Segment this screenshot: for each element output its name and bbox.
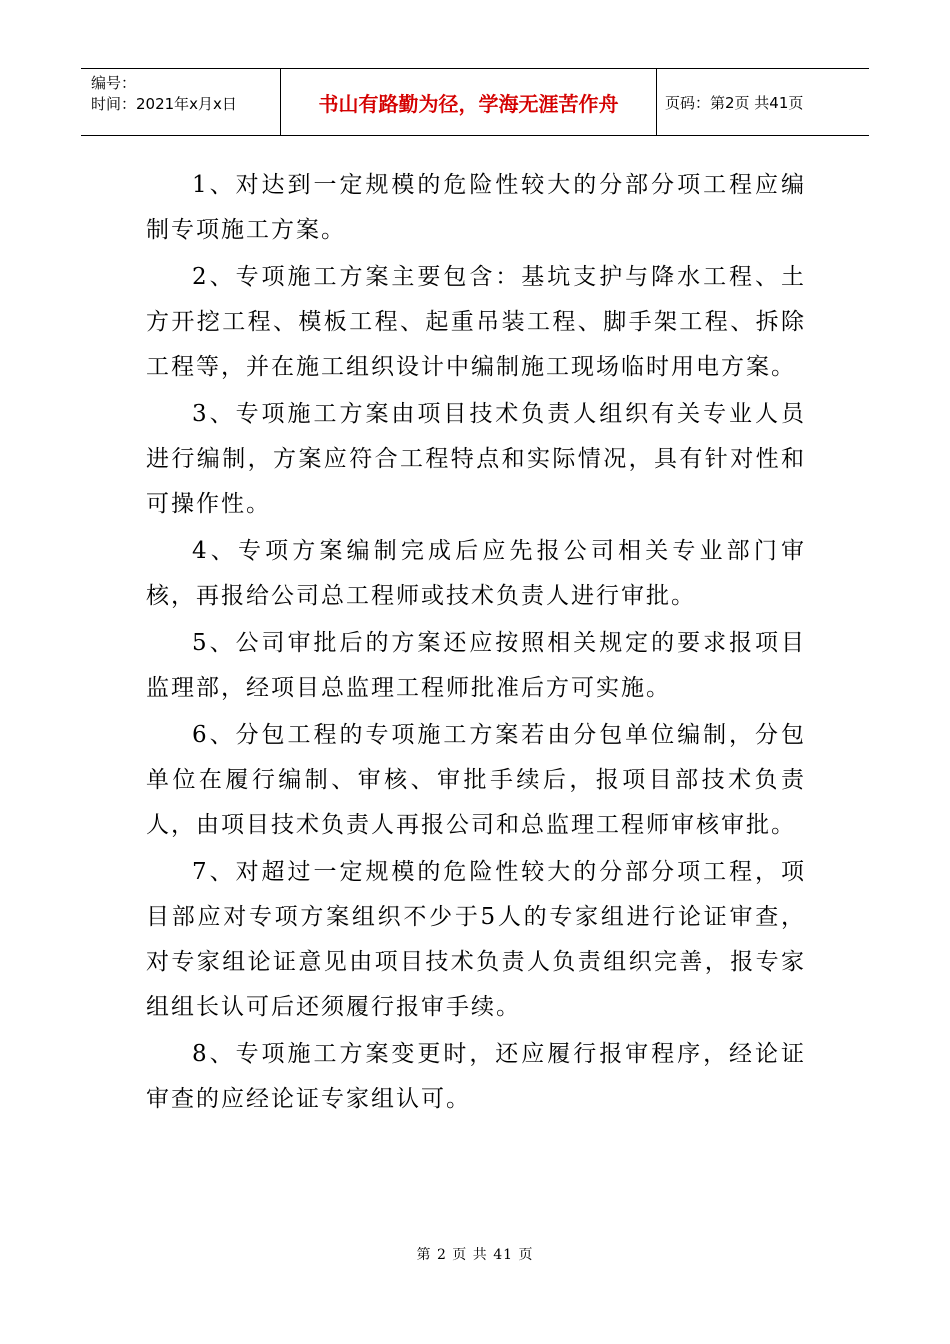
- paragraph: 6、分包工程的专项施工方案若由分包单位编制，分包单位在履行编制、审核、审批手续后，报项目部技术负责人，由项目技术负责人再报公司和总监理工程师审核审批。: [146, 722, 806, 838]
- paragraph: 4、专项方案编制完成后应先报公司相关专业部门审核，再报给公司总工程师或技术负责人进行审批。: [146, 538, 806, 609]
- document-body: [146, 163, 806, 1124]
- serial-label: 编号：: [91, 74, 137, 92]
- header-motto: 书山有路勤为径，学海无涯苦作舟: [281, 69, 657, 135]
- header-page-info: 页码：第2页 共41页: [665, 93, 804, 112]
- paragraph: 7、对超过一定规模的危险性较大的分部分项工程，项目部应对专项方案组织不少于5人的专家组进行论证审查，对专家组论证意见由项目技术负责人负责组织完善，报专家组组长认可后还须履行报审手续。: [146, 859, 806, 1020]
- paragraph: 5、公司审批后的方案还应按照相关规定的要求报项目监理部，经项目总监理工程师批准后方可实施。: [146, 630, 806, 701]
- paragraph: 3、专项施工方案由项目技术负责人组织有关专业人员进行编制，方案应符合工程特点和实际情况，具有针对性和可操作性。: [146, 401, 806, 517]
- page-footer: 第 2 页 共 41 页: [416, 1247, 534, 1263]
- header-meta: [81, 69, 281, 135]
- paragraph: 2、专项施工方案主要包含：基坑支护与降水工程、土方开挖工程、模板工程、起重吊装工程、脚手架工程、拆除工程等，并在施工组织设计中编制施工现场临时用电方案。: [146, 264, 806, 380]
- paragraph: 1、对达到一定规模的危险性较大的分部分项工程应编制专项施工方案。: [146, 172, 806, 243]
- time-label: 时间：2021年x月x日: [91, 95, 237, 113]
- page-header: [81, 68, 869, 136]
- paragraph: 8、专项施工方案变更时，还应履行报审程序，经论证审查的应经论证专家组认可。: [146, 1041, 806, 1112]
